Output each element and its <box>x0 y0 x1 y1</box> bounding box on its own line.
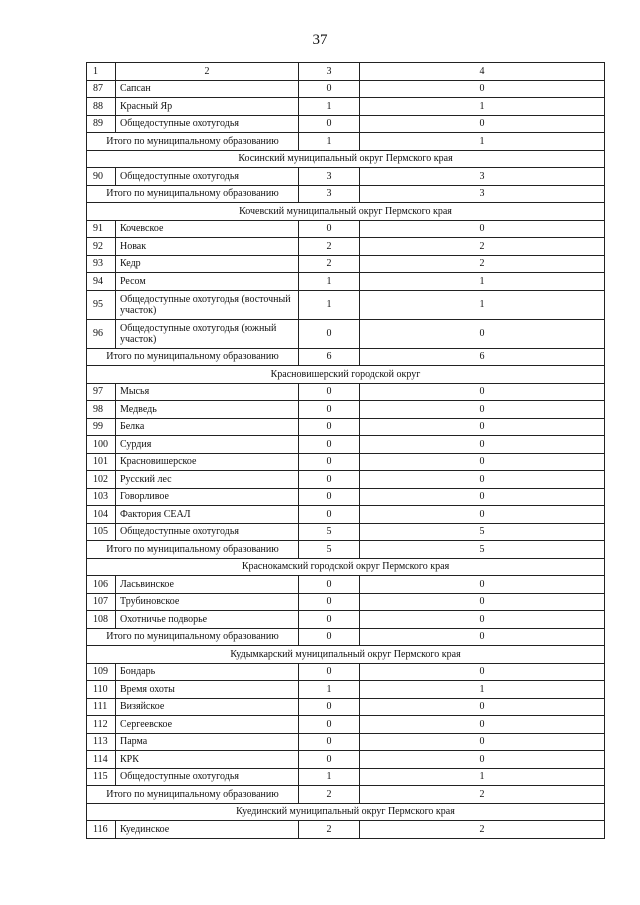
row-number: 111 <box>87 698 116 716</box>
value-col3: 0 <box>299 115 360 133</box>
row-number: 105 <box>87 523 116 541</box>
value-col3: 0 <box>299 751 360 769</box>
hunting-ground-name: Сапсан <box>116 80 299 98</box>
hunting-ground-name: Медведь <box>116 401 299 419</box>
table-row <box>87 220 605 238</box>
total-col3: 1 <box>299 133 360 151</box>
table-row <box>87 453 605 471</box>
total-col4: 5 <box>360 541 605 559</box>
table-row <box>87 593 605 611</box>
table-row <box>87 98 605 116</box>
hunting-ground-name: Белка <box>116 418 299 436</box>
table-row <box>87 273 605 291</box>
value-col3: 0 <box>299 418 360 436</box>
row-number: 94 <box>87 273 116 291</box>
value-col3: 2 <box>299 255 360 273</box>
total-row <box>87 185 605 203</box>
header-cell: 4 <box>360 63 605 81</box>
row-number: 89 <box>87 115 116 133</box>
row-number: 106 <box>87 576 116 594</box>
table-row <box>87 436 605 454</box>
value-col4: 1 <box>360 273 605 291</box>
value-col3: 0 <box>299 663 360 681</box>
table-row <box>87 716 605 734</box>
table-row <box>87 523 605 541</box>
value-col4: 1 <box>360 768 605 786</box>
hunting-ground-name: Красновишерское <box>116 453 299 471</box>
hunting-grounds-table <box>86 62 605 839</box>
total-label: Итого по муниципальному образованию <box>87 185 299 203</box>
row-number: 95 <box>87 290 116 319</box>
value-col4: 0 <box>360 733 605 751</box>
total-row <box>87 628 605 646</box>
value-col4: 0 <box>360 401 605 419</box>
value-col3: 0 <box>299 733 360 751</box>
row-number: 113 <box>87 733 116 751</box>
row-number: 100 <box>87 436 116 454</box>
value-col3: 0 <box>299 436 360 454</box>
row-number: 109 <box>87 663 116 681</box>
row-number: 112 <box>87 716 116 734</box>
table-row <box>87 751 605 769</box>
row-number: 88 <box>87 98 116 116</box>
row-number: 110 <box>87 681 116 699</box>
row-number: 104 <box>87 506 116 524</box>
hunting-ground-name: Новак <box>116 238 299 256</box>
value-col3: 0 <box>299 488 360 506</box>
hunting-ground-name: Общедоступные охотугодья (восточный участок) <box>116 290 299 319</box>
value-col4: 0 <box>360 698 605 716</box>
value-col4: 3 <box>360 168 605 186</box>
table-row <box>87 663 605 681</box>
row-number: 115 <box>87 768 116 786</box>
hunting-ground-name: Сурдия <box>116 436 299 454</box>
total-col3: 2 <box>299 786 360 804</box>
value-col4: 2 <box>360 255 605 273</box>
hunting-ground-name: Визяйское <box>116 698 299 716</box>
value-col3: 1 <box>299 98 360 116</box>
value-col3: 0 <box>299 401 360 419</box>
hunting-ground-name: Кочевское <box>116 220 299 238</box>
value-col3: 0 <box>299 593 360 611</box>
table-row <box>87 238 605 256</box>
section-title-row <box>87 366 605 384</box>
row-number: 97 <box>87 383 116 401</box>
value-col4: 0 <box>360 319 605 348</box>
total-label: Итого по муниципальному образованию <box>87 133 299 151</box>
row-number: 103 <box>87 488 116 506</box>
value-col4: 0 <box>360 471 605 489</box>
value-col3: 0 <box>299 383 360 401</box>
header-cell: 2 <box>116 63 299 81</box>
section-title: Куединский муниципальный округ Пермского края <box>87 803 605 821</box>
total-col3: 5 <box>299 541 360 559</box>
table-row <box>87 611 605 629</box>
hunting-ground-name: Парма <box>116 733 299 751</box>
table-row <box>87 488 605 506</box>
value-col4: 0 <box>360 576 605 594</box>
value-col3: 0 <box>299 319 360 348</box>
value-col3: 2 <box>299 238 360 256</box>
table-row <box>87 698 605 716</box>
value-col4: 0 <box>360 115 605 133</box>
value-col3: 0 <box>299 80 360 98</box>
table-row <box>87 506 605 524</box>
hunting-ground-name: Ресом <box>116 273 299 291</box>
table-row <box>87 115 605 133</box>
section-title-row <box>87 150 605 168</box>
value-col3: 1 <box>299 768 360 786</box>
value-col3: 1 <box>299 681 360 699</box>
value-col3: 1 <box>299 273 360 291</box>
hunting-ground-name: Общедоступные охотугодья <box>116 115 299 133</box>
total-col4: 0 <box>360 628 605 646</box>
value-col4: 1 <box>360 290 605 319</box>
total-col4: 3 <box>360 185 605 203</box>
total-row <box>87 348 605 366</box>
value-col4: 0 <box>360 488 605 506</box>
value-col4: 0 <box>360 751 605 769</box>
hunting-ground-name: Бондарь <box>116 663 299 681</box>
value-col4: 0 <box>360 418 605 436</box>
value-col3: 0 <box>299 611 360 629</box>
value-col3: 0 <box>299 506 360 524</box>
hunting-ground-name: Общедоступные охотугодья <box>116 523 299 541</box>
table-row <box>87 733 605 751</box>
hunting-ground-name: Общедоступные охотугодья (южный участок) <box>116 319 299 348</box>
row-number: 92 <box>87 238 116 256</box>
hunting-ground-name: Ласьвинское <box>116 576 299 594</box>
row-number: 102 <box>87 471 116 489</box>
total-row <box>87 786 605 804</box>
total-col3: 6 <box>299 348 360 366</box>
row-number: 107 <box>87 593 116 611</box>
value-col4: 0 <box>360 436 605 454</box>
header-cell: 3 <box>299 63 360 81</box>
value-col4: 1 <box>360 681 605 699</box>
row-number: 114 <box>87 751 116 769</box>
total-col4: 6 <box>360 348 605 366</box>
table-row <box>87 168 605 186</box>
page-number: 37 <box>312 32 328 48</box>
table-row <box>87 681 605 699</box>
value-col4: 0 <box>360 593 605 611</box>
row-number: 108 <box>87 611 116 629</box>
value-col4: 0 <box>360 506 605 524</box>
table-row <box>87 319 605 348</box>
table-row <box>87 821 605 839</box>
table-row <box>87 383 605 401</box>
hunting-ground-name: Говорливое <box>116 488 299 506</box>
total-label: Итого по муниципальному образованию <box>87 348 299 366</box>
row-number: 93 <box>87 255 116 273</box>
table-row <box>87 80 605 98</box>
total-label: Итого по муниципальному образованию <box>87 628 299 646</box>
value-col4: 0 <box>360 220 605 238</box>
table-row <box>87 471 605 489</box>
value-col3: 0 <box>299 453 360 471</box>
hunting-ground-name: Красный Яр <box>116 98 299 116</box>
hunting-ground-name: Мысья <box>116 383 299 401</box>
total-col3: 0 <box>299 628 360 646</box>
hunting-ground-name: Общедоступные охотугодья <box>116 168 299 186</box>
row-number: 116 <box>87 821 116 839</box>
total-col4: 1 <box>360 133 605 151</box>
value-col4: 0 <box>360 663 605 681</box>
row-number: 98 <box>87 401 116 419</box>
hunting-ground-name: Охотничье подворье <box>116 611 299 629</box>
value-col4: 0 <box>360 611 605 629</box>
value-col4: 2 <box>360 238 605 256</box>
hunting-ground-name: Куединское <box>116 821 299 839</box>
table-row <box>87 290 605 319</box>
value-col4: 1 <box>360 98 605 116</box>
row-number: 90 <box>87 168 116 186</box>
total-row <box>87 133 605 151</box>
row-number: 101 <box>87 453 116 471</box>
value-col3: 0 <box>299 698 360 716</box>
value-col4: 2 <box>360 821 605 839</box>
table-row <box>87 255 605 273</box>
table-row <box>87 418 605 436</box>
value-col3: 0 <box>299 576 360 594</box>
section-title-row <box>87 803 605 821</box>
hunting-ground-name: Кедр <box>116 255 299 273</box>
table-header-row <box>87 63 605 81</box>
value-col4: 5 <box>360 523 605 541</box>
value-col3: 0 <box>299 220 360 238</box>
section-title-row <box>87 558 605 576</box>
row-number: 87 <box>87 80 116 98</box>
hunting-ground-name: КРК <box>116 751 299 769</box>
header-cell: 1 <box>87 63 116 81</box>
value-col3: 1 <box>299 290 360 319</box>
section-title: Краснокамский городской округ Пермского края <box>87 558 605 576</box>
hunting-ground-name: Общедоступные охотугодья <box>116 768 299 786</box>
table-row <box>87 768 605 786</box>
row-number: 99 <box>87 418 116 436</box>
total-col4: 2 <box>360 786 605 804</box>
value-col4: 0 <box>360 453 605 471</box>
value-col3: 0 <box>299 716 360 734</box>
section-title: Кудымкарский муниципальный округ Пермского края <box>87 646 605 664</box>
section-title-row <box>87 646 605 664</box>
value-col4: 0 <box>360 383 605 401</box>
value-col3: 0 <box>299 471 360 489</box>
row-number: 96 <box>87 319 116 348</box>
table-row <box>87 576 605 594</box>
hunting-ground-name: Сергеевское <box>116 716 299 734</box>
hunting-ground-name: Русский лес <box>116 471 299 489</box>
total-label: Итого по муниципальному образованию <box>87 541 299 559</box>
value-col3: 2 <box>299 821 360 839</box>
row-number: 91 <box>87 220 116 238</box>
section-title: Косинский муниципальный округ Пермского края <box>87 150 605 168</box>
value-col3: 5 <box>299 523 360 541</box>
total-label: Итого по муниципальному образованию <box>87 786 299 804</box>
section-title-row <box>87 203 605 221</box>
section-title: Кочевский муниципальный округ Пермского края <box>87 203 605 221</box>
hunting-ground-name: Время охоты <box>116 681 299 699</box>
value-col3: 3 <box>299 168 360 186</box>
table-row <box>87 401 605 419</box>
hunting-ground-name: Трубиновское <box>116 593 299 611</box>
hunting-ground-name: Фактория СЕАЛ <box>116 506 299 524</box>
total-col3: 3 <box>299 185 360 203</box>
total-row <box>87 541 605 559</box>
value-col4: 0 <box>360 80 605 98</box>
value-col4: 0 <box>360 716 605 734</box>
section-title: Красновишерский городской округ <box>87 366 605 384</box>
